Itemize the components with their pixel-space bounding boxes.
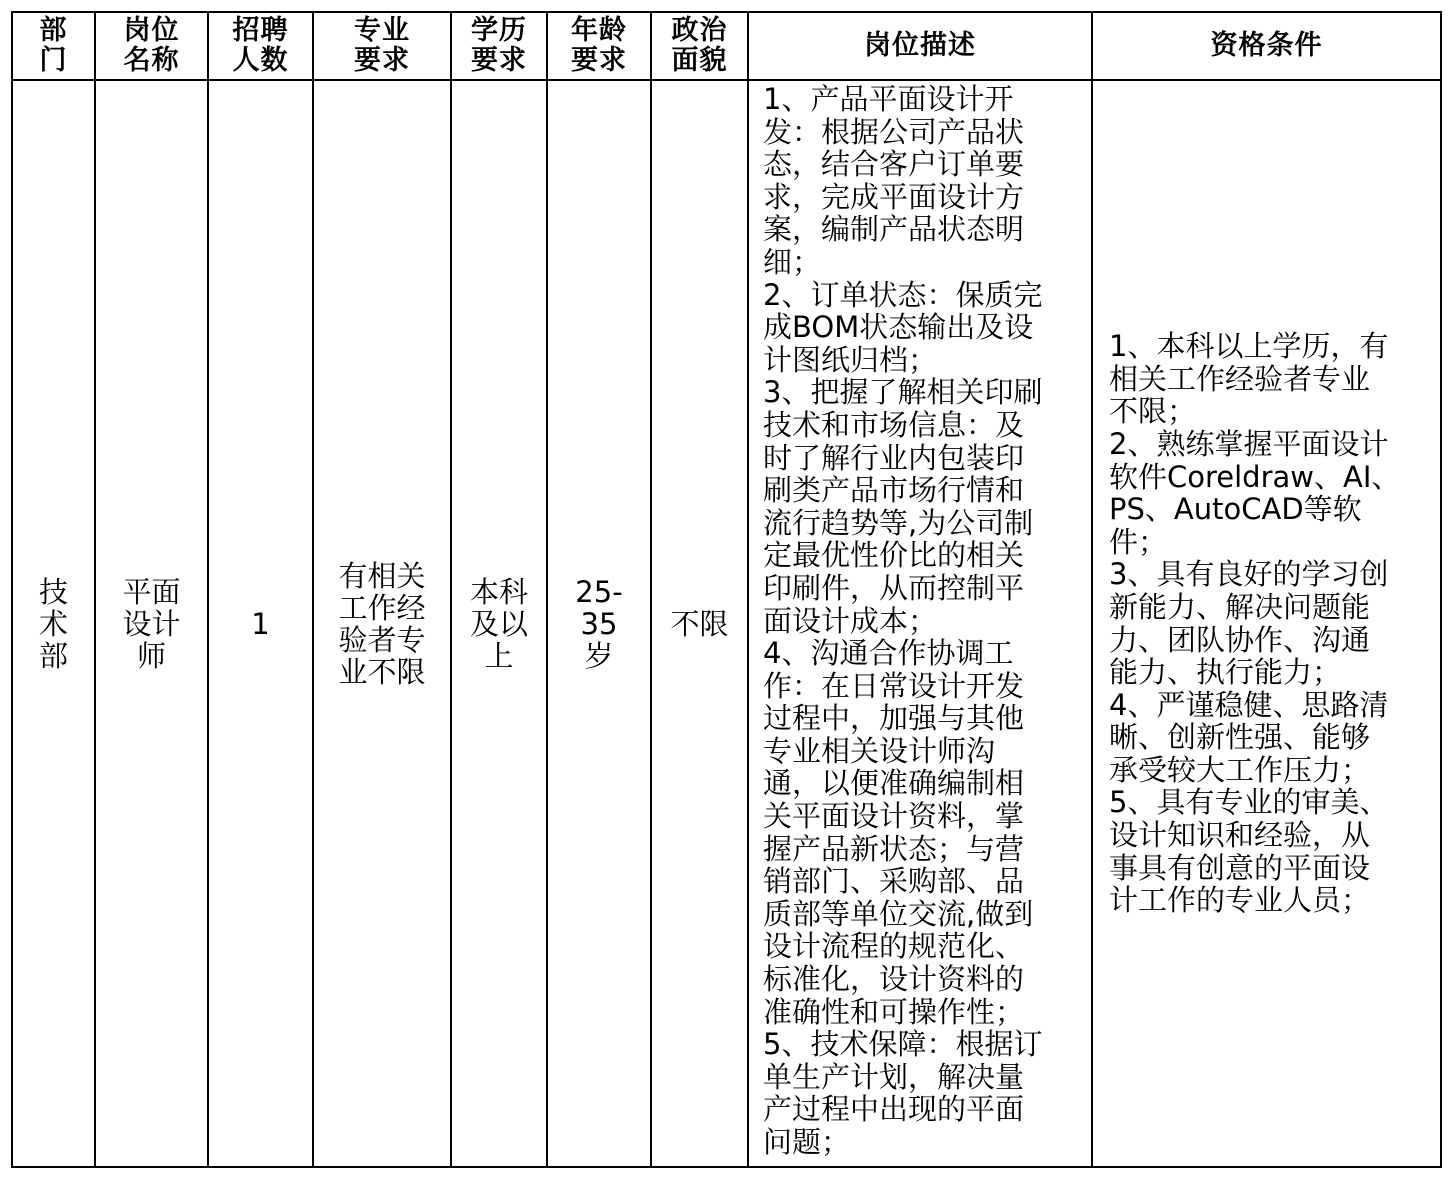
qualification-line: 承受较大工作压力； [1109, 752, 1371, 787]
qualification-line: 1、本科以上学历，有 [1109, 329, 1389, 364]
description-line: 求，完成平面设计方 [763, 179, 1025, 214]
description-line: 关平面设计资料，掌 [763, 799, 1025, 834]
description-line: 定最优性价比的相关 [763, 538, 1025, 573]
header-education: 学历要求 [451, 12, 547, 80]
header-major: 专业要求 [313, 12, 451, 80]
qualification-line: 新能力、解决问题能 [1109, 589, 1371, 624]
qualification-lines [1109, 330, 1428, 917]
description-line: 成BOM状态输出及设 [763, 310, 1034, 345]
qualification-line: 能力、执行能力； [1109, 655, 1342, 690]
description-line: 产过程中出现的平面 [763, 1092, 1025, 1127]
description-line: 刷类产品市场行情和 [763, 473, 1025, 508]
description-line: 1、产品平面设计开 [763, 82, 1014, 116]
header-qualification: 资格条件 [1092, 12, 1441, 80]
header-age: 年龄要求 [547, 12, 651, 80]
description-line: 销部门、采购部、品 [763, 864, 1025, 899]
qualification-line: 5、具有专业的审美、 [1109, 785, 1389, 820]
description-line: 印刷件，从而控制平 [763, 570, 1025, 605]
qualification-line: 不限； [1109, 394, 1197, 429]
qualification-line: 相关工作经验者专业 [1109, 361, 1371, 396]
table-row [12, 80, 1441, 1167]
header-row [12, 12, 1441, 80]
description-line: 态，结合客户订单要 [763, 147, 1025, 182]
header-description: 岗位描述 [748, 12, 1092, 80]
description-line: 准确性和可操作性； [763, 994, 1025, 1029]
description-line: 标准化，设计资料的 [763, 962, 1025, 997]
qualification-line: 力、团队协作、沟通 [1109, 622, 1371, 657]
cell-age: 25-35岁 [547, 80, 651, 1167]
description-line: 3、把握了解相关印刷 [763, 375, 1043, 410]
qualification-line: 设计知识和经验，从 [1109, 818, 1371, 853]
description-line: 技术和市场信息：及 [763, 407, 1025, 442]
description-line: 发：根据公司产品状 [763, 114, 1025, 149]
qualification-line: 事具有创意的平面设 [1109, 850, 1371, 885]
description-line: 细； [763, 244, 822, 279]
description-lines [763, 83, 1079, 1159]
description-line: 时了解行业内包装印 [763, 440, 1025, 475]
description-line: 计图纸归档； [763, 342, 938, 377]
description-line: 专业相关设计师沟 [763, 733, 996, 768]
qualification-line: 3、具有良好的学习创 [1109, 557, 1389, 592]
cell-education: 本科及以上 [451, 80, 547, 1167]
description-line: 2、订单状态：保质完 [763, 277, 1043, 312]
description-line: 面设计成本； [763, 603, 938, 638]
qualification-line: 2、熟练掌握平面设计 [1109, 426, 1389, 461]
cell-qualification [1092, 80, 1441, 1167]
qualification-line: 计工作的专业人员； [1109, 883, 1371, 918]
cell-headcount: 1 [208, 80, 313, 1167]
header-position: 岗位名称 [95, 12, 208, 80]
description-line: 质部等单位交流,做到 [763, 896, 1034, 931]
description-line: 流行趋势等,为公司制 [763, 505, 1034, 540]
qualification-line: 4、严谨稳健、思路清 [1109, 687, 1389, 722]
cell-department: 技术部 [12, 80, 95, 1167]
cell-major: 有相关工作经验者专业不限 [313, 80, 451, 1167]
qualification-line: 晰、创新性强、能够 [1109, 720, 1371, 755]
description-line: 作：在日常设计开发 [763, 668, 1025, 703]
description-line: 握产品新状态；与营 [763, 831, 1025, 866]
description-line: 通，以便准确编制相 [763, 766, 1025, 801]
header-department: 部门 [12, 12, 95, 80]
description-line: 设计流程的规范化、 [763, 929, 1025, 964]
cell-political: 不限 [651, 80, 748, 1167]
description-line: 问题； [763, 1125, 851, 1159]
description-line: 单生产计划，解决量 [763, 1059, 1025, 1094]
qualification-line: 软件Coreldraw、AI、 [1109, 459, 1401, 494]
cell-position: 平面设计师 [95, 80, 208, 1167]
cell-description [748, 80, 1092, 1167]
recruitment-table [11, 11, 1442, 1168]
description-line: 过程中，加强与其他 [763, 701, 1025, 736]
qualification-line: 件； [1109, 524, 1168, 559]
header-headcount: 招聘人数 [208, 12, 313, 80]
description-line: 4、沟通合作协调工 [763, 636, 1014, 671]
description-line: 5、技术保障：根据订 [763, 1027, 1043, 1062]
header-political: 政治面貌 [651, 12, 748, 80]
qualification-line: PS、AutoCAD等软 [1109, 492, 1362, 527]
description-line: 案，编制产品状态明 [763, 212, 1025, 247]
